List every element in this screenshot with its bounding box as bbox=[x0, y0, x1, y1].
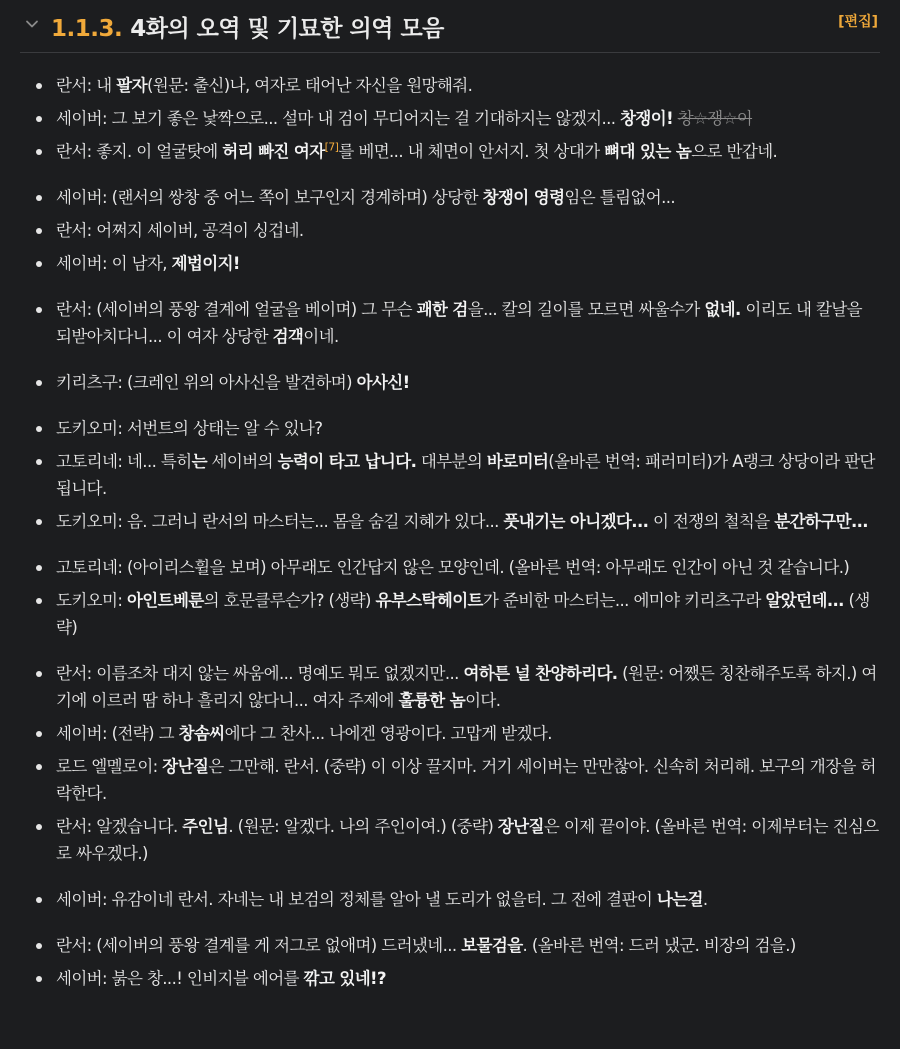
line-text: (원문: 출신)나, 여자로 태어난 자신을 원망해줘. bbox=[146, 76, 473, 95]
line-text: 세이버: 유감이네 란서. 자네는 내 보검의 정체를 알아 낼 도리가 없을터. 그 전에 결판이 bbox=[56, 890, 657, 909]
bold-text: 창쟁이! bbox=[620, 109, 674, 128]
bold-text: 괘한 검 bbox=[416, 300, 468, 319]
bold-text: 깎고 있네!? bbox=[303, 969, 386, 988]
line-text: 란서: (세이버의 풍왕 결계를 게 저그로 없애며) 드러냈네... bbox=[56, 936, 462, 955]
list-item bbox=[0, 886, 900, 913]
bold-text: 아사신! bbox=[356, 373, 410, 392]
line-text: 이 전쟁의 철칙을 bbox=[648, 512, 775, 531]
footnote-link[interactable]: [7] bbox=[324, 140, 339, 154]
list-item bbox=[0, 720, 900, 747]
bold-text: 아인트베룬 bbox=[126, 591, 204, 610]
list-item bbox=[0, 415, 900, 442]
dialogue-list bbox=[0, 66, 900, 992]
list-item bbox=[0, 138, 900, 165]
line-text: 의 호문클루슨가? (생략) bbox=[203, 591, 376, 610]
line-text: 세이버: (랜서의 쌍창 중 어느 쪽이 보구인지 경계하며) 상당한 bbox=[56, 188, 483, 207]
line-text: 고토리네: (아이리스휠을 보며) 아무래도 인간답지 않은 모양인데. (올바른 번역: 아무래도 인간이 아닌 것 같습니다.) bbox=[56, 558, 850, 577]
line-text: (올바른 번역: 패러미터)가 A랭크 상당이라 판단됩니다. bbox=[56, 452, 875, 498]
bold-text: 제법이지! bbox=[171, 254, 240, 273]
section-title-text: 4화의 오역 및 기묘한 의역 모음 bbox=[130, 16, 444, 42]
line-text: 가 준비한 마스터는... 에미야 키리츠구라 bbox=[482, 591, 766, 610]
list-item bbox=[0, 72, 900, 99]
bold-text: 알았던데... bbox=[765, 591, 844, 610]
line-text: 란서: 알겠습니다. bbox=[56, 817, 183, 836]
line-text: 세이버: 이 남자, bbox=[56, 254, 172, 273]
bold-text: 허리 빠진 여자 bbox=[222, 142, 325, 161]
bold-text: 없네. bbox=[704, 300, 741, 319]
list-item bbox=[0, 587, 900, 641]
line-text: 에다 그 찬사... 나에겐 영광이다. 고맙게 받겠다. bbox=[224, 724, 552, 743]
line-text: 으로 반갑네. bbox=[691, 142, 778, 161]
bold-text: 훌륭한 놈 bbox=[398, 691, 466, 710]
bold-text: 팔자 bbox=[116, 76, 147, 95]
list-item bbox=[0, 369, 900, 396]
line-text: 로드 엘멜로이: bbox=[56, 757, 163, 776]
bold-text: 장난질 bbox=[162, 757, 209, 776]
bold-text: 바로미터 bbox=[486, 452, 549, 471]
line-text: 란서: 어쩌지 세이버, 공격이 싱겁네. bbox=[56, 221, 304, 240]
line-text: 세이버: 붉은 창...! 인비지블 에어를 bbox=[56, 969, 304, 988]
line-text: 란서: 좋지. 이 얼굴탓에 bbox=[56, 142, 223, 161]
list-item bbox=[0, 965, 900, 992]
line-text: 세이버: 그 보기 좋은 낯짝으로... 설마 내 검이 무디어지는 걸 기대하지는 않겠지... bbox=[56, 109, 621, 128]
line-text: 이네. bbox=[303, 327, 339, 346]
line-text: 은 그만해. 란서. (중략) 이 이상 끌지마. 거기 세이버는 만만찮아. 신속히 처리해. 보구의 개장을 허락한다. bbox=[56, 757, 876, 803]
edit-link[interactable]: [편집] bbox=[838, 14, 878, 30]
line-text: 은 이제 끝이야. (올바른 번역: 이제부터는 진심으로 싸우겠다.) bbox=[56, 817, 879, 863]
line-text: 세이버의 bbox=[206, 452, 278, 471]
line-text: 고토리네: 네... 특히 bbox=[56, 452, 192, 471]
line-text: 를 베면... 내 체면이 안서지. 첫 상대가 bbox=[338, 142, 605, 161]
bold-text: 검객 bbox=[272, 327, 304, 346]
list-item bbox=[0, 250, 900, 277]
line-text: . bbox=[702, 890, 708, 909]
line-text: 란서: (세이버의 풍왕 결계에 얼굴을 베이며) 그 무슨 bbox=[56, 300, 417, 319]
list-item bbox=[0, 217, 900, 244]
line-text: 세이버: (전략) 그 bbox=[56, 724, 179, 743]
bold-text: 주인님 bbox=[182, 817, 229, 836]
section-title bbox=[51, 10, 444, 43]
list-item bbox=[0, 753, 900, 807]
line-text: 란서: 내 bbox=[56, 76, 117, 95]
line-text: . (올바른 번역: 드러 냈군. 비장의 검을.) bbox=[522, 936, 796, 955]
list-item bbox=[0, 813, 900, 867]
line-text: . (원문: 알겠다. 나의 주인이여.) (중략) bbox=[228, 817, 498, 836]
line-text: (원문: 어쨌든 칭찬해주도록 하지.) 여기에 이르러 땀 하나 흘리지 않다니... 여자 주제에 bbox=[56, 664, 877, 710]
list-item bbox=[0, 660, 900, 714]
line-text: 을... 칼의 길이를 모르면 싸울수가 bbox=[467, 300, 705, 319]
line-text: 도키오미: 서번트의 상태는 알 수 있나? bbox=[56, 419, 323, 438]
strikethrough-text: 창☆쟁☆이 bbox=[677, 109, 753, 128]
line-text: 임은 틀림없어... bbox=[564, 188, 676, 207]
list-item bbox=[0, 296, 900, 350]
section-number: 1.1.3. bbox=[51, 16, 123, 42]
bold-text: 나는걸 bbox=[656, 890, 703, 909]
line-text: 란서: 이름조차 대지 않는 싸움에... 명예도 뭐도 없겠지만... bbox=[56, 664, 464, 683]
bold-text: 유부스탁헤이트 bbox=[375, 591, 483, 610]
list-item bbox=[0, 932, 900, 959]
line-text: 이다. bbox=[465, 691, 501, 710]
section-header bbox=[20, 0, 880, 53]
line-text: 대부분의 bbox=[416, 452, 487, 471]
bold-text: 풋내기는 아니겠다... bbox=[503, 512, 649, 531]
list-item bbox=[0, 508, 900, 535]
bold-text: 는 bbox=[191, 452, 207, 471]
list-item bbox=[0, 184, 900, 211]
line-text: 도키오미: bbox=[56, 591, 127, 610]
line-text: 도키오미: 음. 그러니 란서의 마스터는... 몸을 숨길 지혜가 있다... bbox=[56, 512, 504, 531]
line-text: (생략) bbox=[56, 591, 870, 637]
list-item bbox=[0, 448, 900, 502]
bold-text: 능력이 타고 납니다. bbox=[277, 452, 417, 471]
bold-text: 창솜씨 bbox=[178, 724, 225, 743]
bold-text: 여하튼 널 찬양하리다. bbox=[463, 664, 618, 683]
chevron-down-icon[interactable] bbox=[24, 16, 40, 32]
bold-text: 뼈대 있는 놈 bbox=[604, 142, 692, 161]
list-item bbox=[0, 554, 900, 581]
bold-text: 창쟁이 영령 bbox=[482, 188, 565, 207]
line-text: 이리도 내 칼날을 되받아치다니... 이 여자 상당한 bbox=[56, 300, 862, 346]
list-item bbox=[0, 105, 900, 132]
line-text: 키리츠구: (크레인 위의 아사신을 발견하며) bbox=[56, 373, 357, 392]
bold-text: 장난질 bbox=[497, 817, 544, 836]
bold-text: 분간하구만... bbox=[774, 512, 868, 531]
bold-text: 보물검을 bbox=[461, 936, 523, 955]
